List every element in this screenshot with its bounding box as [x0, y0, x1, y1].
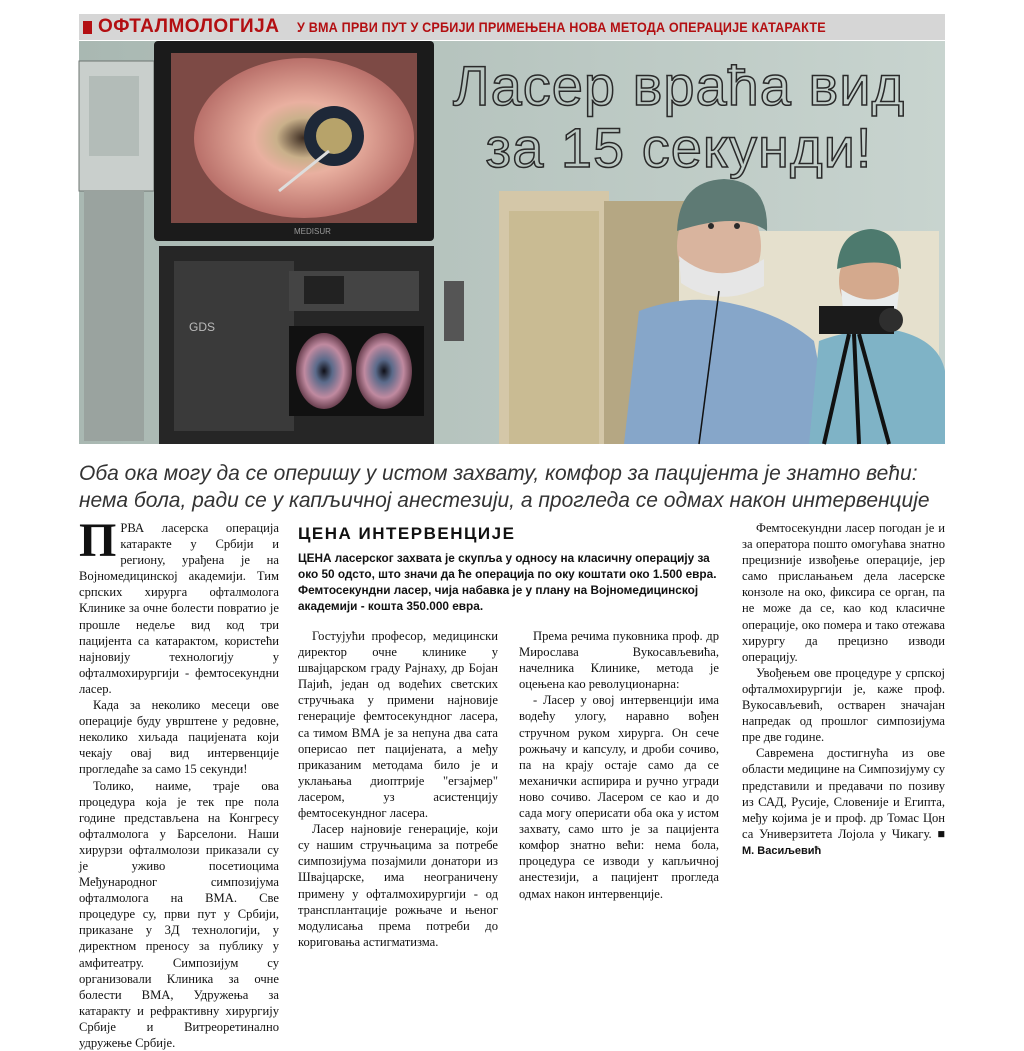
article-paragraph: Увођењем ове процедуре у српској офталмохирургији је, каже проф. Вукосављевић, остварен значајан напредак од прошлог симпозијума пре две године.: [742, 665, 945, 745]
closing-paragraph-text: Савремена достигнућа из ове области медицине на Симпозијуму су представили и предавачи по позиву из САД, Русије, Словеније и Египта, међу којима је и проф. др Томас Цон са Универзитета Лојола у Чикагу.: [742, 746, 945, 841]
price-sidebar-body: ЦЕНА ласерског захвата је скупља у односу на класичну операцију за око 50 одсто, што значи да ће операција по оку коштати око 1.500 евра. Фемтосекундни ласер, чија набавка је у плану на Војномедицинској академији - кошта 350.000 евра.: [298, 551, 717, 613]
article-paragraph: Толико, наиме, траје ова процедура која је тек пре пола године представљена на Конгресу офталмолога у Барселони. Наши хирурзи офталмолози приказали су је уживо посетиоцима Међународног симпозијума офталмолога на ВМА. Све процедуре су, први пут у Србији, приказане у 3Д технологији, у директном преносу за публику у амфитеатру. Симпозијум су организовали Клиника за очне болести ВМА, Удружења за катаракту и рефрактивну хирургију Србије и Витреоретинално удружење Србије.: [79, 778, 279, 1050]
article-photo: [79, 41, 945, 444]
monitor-brand-label: MEDISUR: [294, 227, 331, 236]
article-paragraph: Фемтосекундни ласер погодан је и за оператора пошто омогућава знатно прецизније извођење операције, јер само прислањањем дела ласерске конзоле на око, фиксира се орган, па не може да се, као код класичне операције, око помера и тако отежава хирургу да прецизно изводи операцију.: [742, 521, 945, 664]
end-mark: ■: [937, 826, 945, 841]
author-byline: М. Васиљевић: [742, 844, 822, 857]
article-column-2: [298, 628, 498, 949]
section-title: ОФТАЛМОЛОГИЈА: [98, 16, 280, 37]
headline: [419, 55, 939, 179]
kicker-subtitle: У ВМА ПРВИ ПУТ У СРБИЈИ ПРИМЕЊЕНА НОВА МЕТОДА ОПЕРАЦИЈЕ КАТАРАКТЕ: [297, 19, 827, 35]
lead-line-2: нема бола, ради се у капљичној анестезији, а прогледа се одмах након интервенције: [79, 489, 930, 512]
lead-paragraph: [79, 460, 945, 514]
kicker-square-marker: [83, 21, 92, 34]
price-sidebar: [298, 524, 718, 614]
lead-line-1: Оба ока могу да се оперишу у истом захвату, комфор за пацијента је знатно већи:: [79, 462, 918, 485]
article-paragraph: [79, 514, 279, 697]
article-column-3: [519, 628, 719, 901]
article-paragraph: [742, 745, 945, 859]
section-kicker: [79, 14, 945, 40]
article-paragraph: - Ласер у овој интервенцији има водећу улогу, наравно вођен стручном руком хирурга. Он сече рожњачу и капсулу, и дроби сочиво, па на крају остаје само да се механички аспирира и ручно угради ново сочиво. Ласером се као и до сада могу оперисати оба ока у истом захвату, само што је за пацијента комфор знатно већи: нема бола, процедура се изводи у капљичној анестезији, а пацијент прогледа одмах након интервенције.: [519, 693, 719, 901]
article-column-4: [742, 520, 945, 859]
headline-line-1: Ласер враћа вид: [452, 54, 906, 117]
first-paragraph-text: РВА ласерска операција катаракте у Србији и региону, урађена је на Војномедицинској академији. Тим српских хирурга офталмолога Клинике за очне болести повратио је прошле недеље вид код три пацијента са катарактом, користећи најновију технологију у офталмохирургији - фемтосекундни ласер.: [79, 521, 279, 696]
drop-cap: П: [79, 514, 117, 567]
headline-line-2: за 15 секунди!: [485, 116, 873, 179]
article-paragraph: Ласер најновије генерације, који су нашим стручњацима за потребе симпозијума позајмили донатори из Швајцарске, има неограничену примену у офталмохирургији - од трансплантације рожњаче и њеног модулисања према потреби до кориговања астигматизма.: [298, 822, 498, 949]
article-paragraph: Када за неколико месеци ове операције буду уврштене у редовне, неколико хиљада пацијената који чекају овај вид интервенције прогледаће за само 15 секунди!: [79, 698, 279, 777]
price-sidebar-title: ЦЕНА ИНТЕРВЕНЦИЈЕ: [298, 524, 516, 543]
article-paragraph: Према речима пуковника проф. др Мирослава Вукосављевића, начелника Клинике, метода је оцењена као револуционарна:: [519, 629, 719, 692]
article-column-1: [79, 514, 279, 1050]
article-paragraph: Гостујући професор, медицински директор очне клинике у швајцарском граду Рајнаху, др Бојан Пајић, један од водећих светских стручњака у примени најновије генерације фемтосекундног ласера, са тимом ВМА је за непуна два сата оперисао пет пацијената, а међу приказаним методама било је и уклањања диоптрије "егзајмер" ласером, уз асистенцију фемтосекундног ласера.: [298, 629, 498, 821]
cart-brand-label: GDS: [189, 320, 216, 334]
